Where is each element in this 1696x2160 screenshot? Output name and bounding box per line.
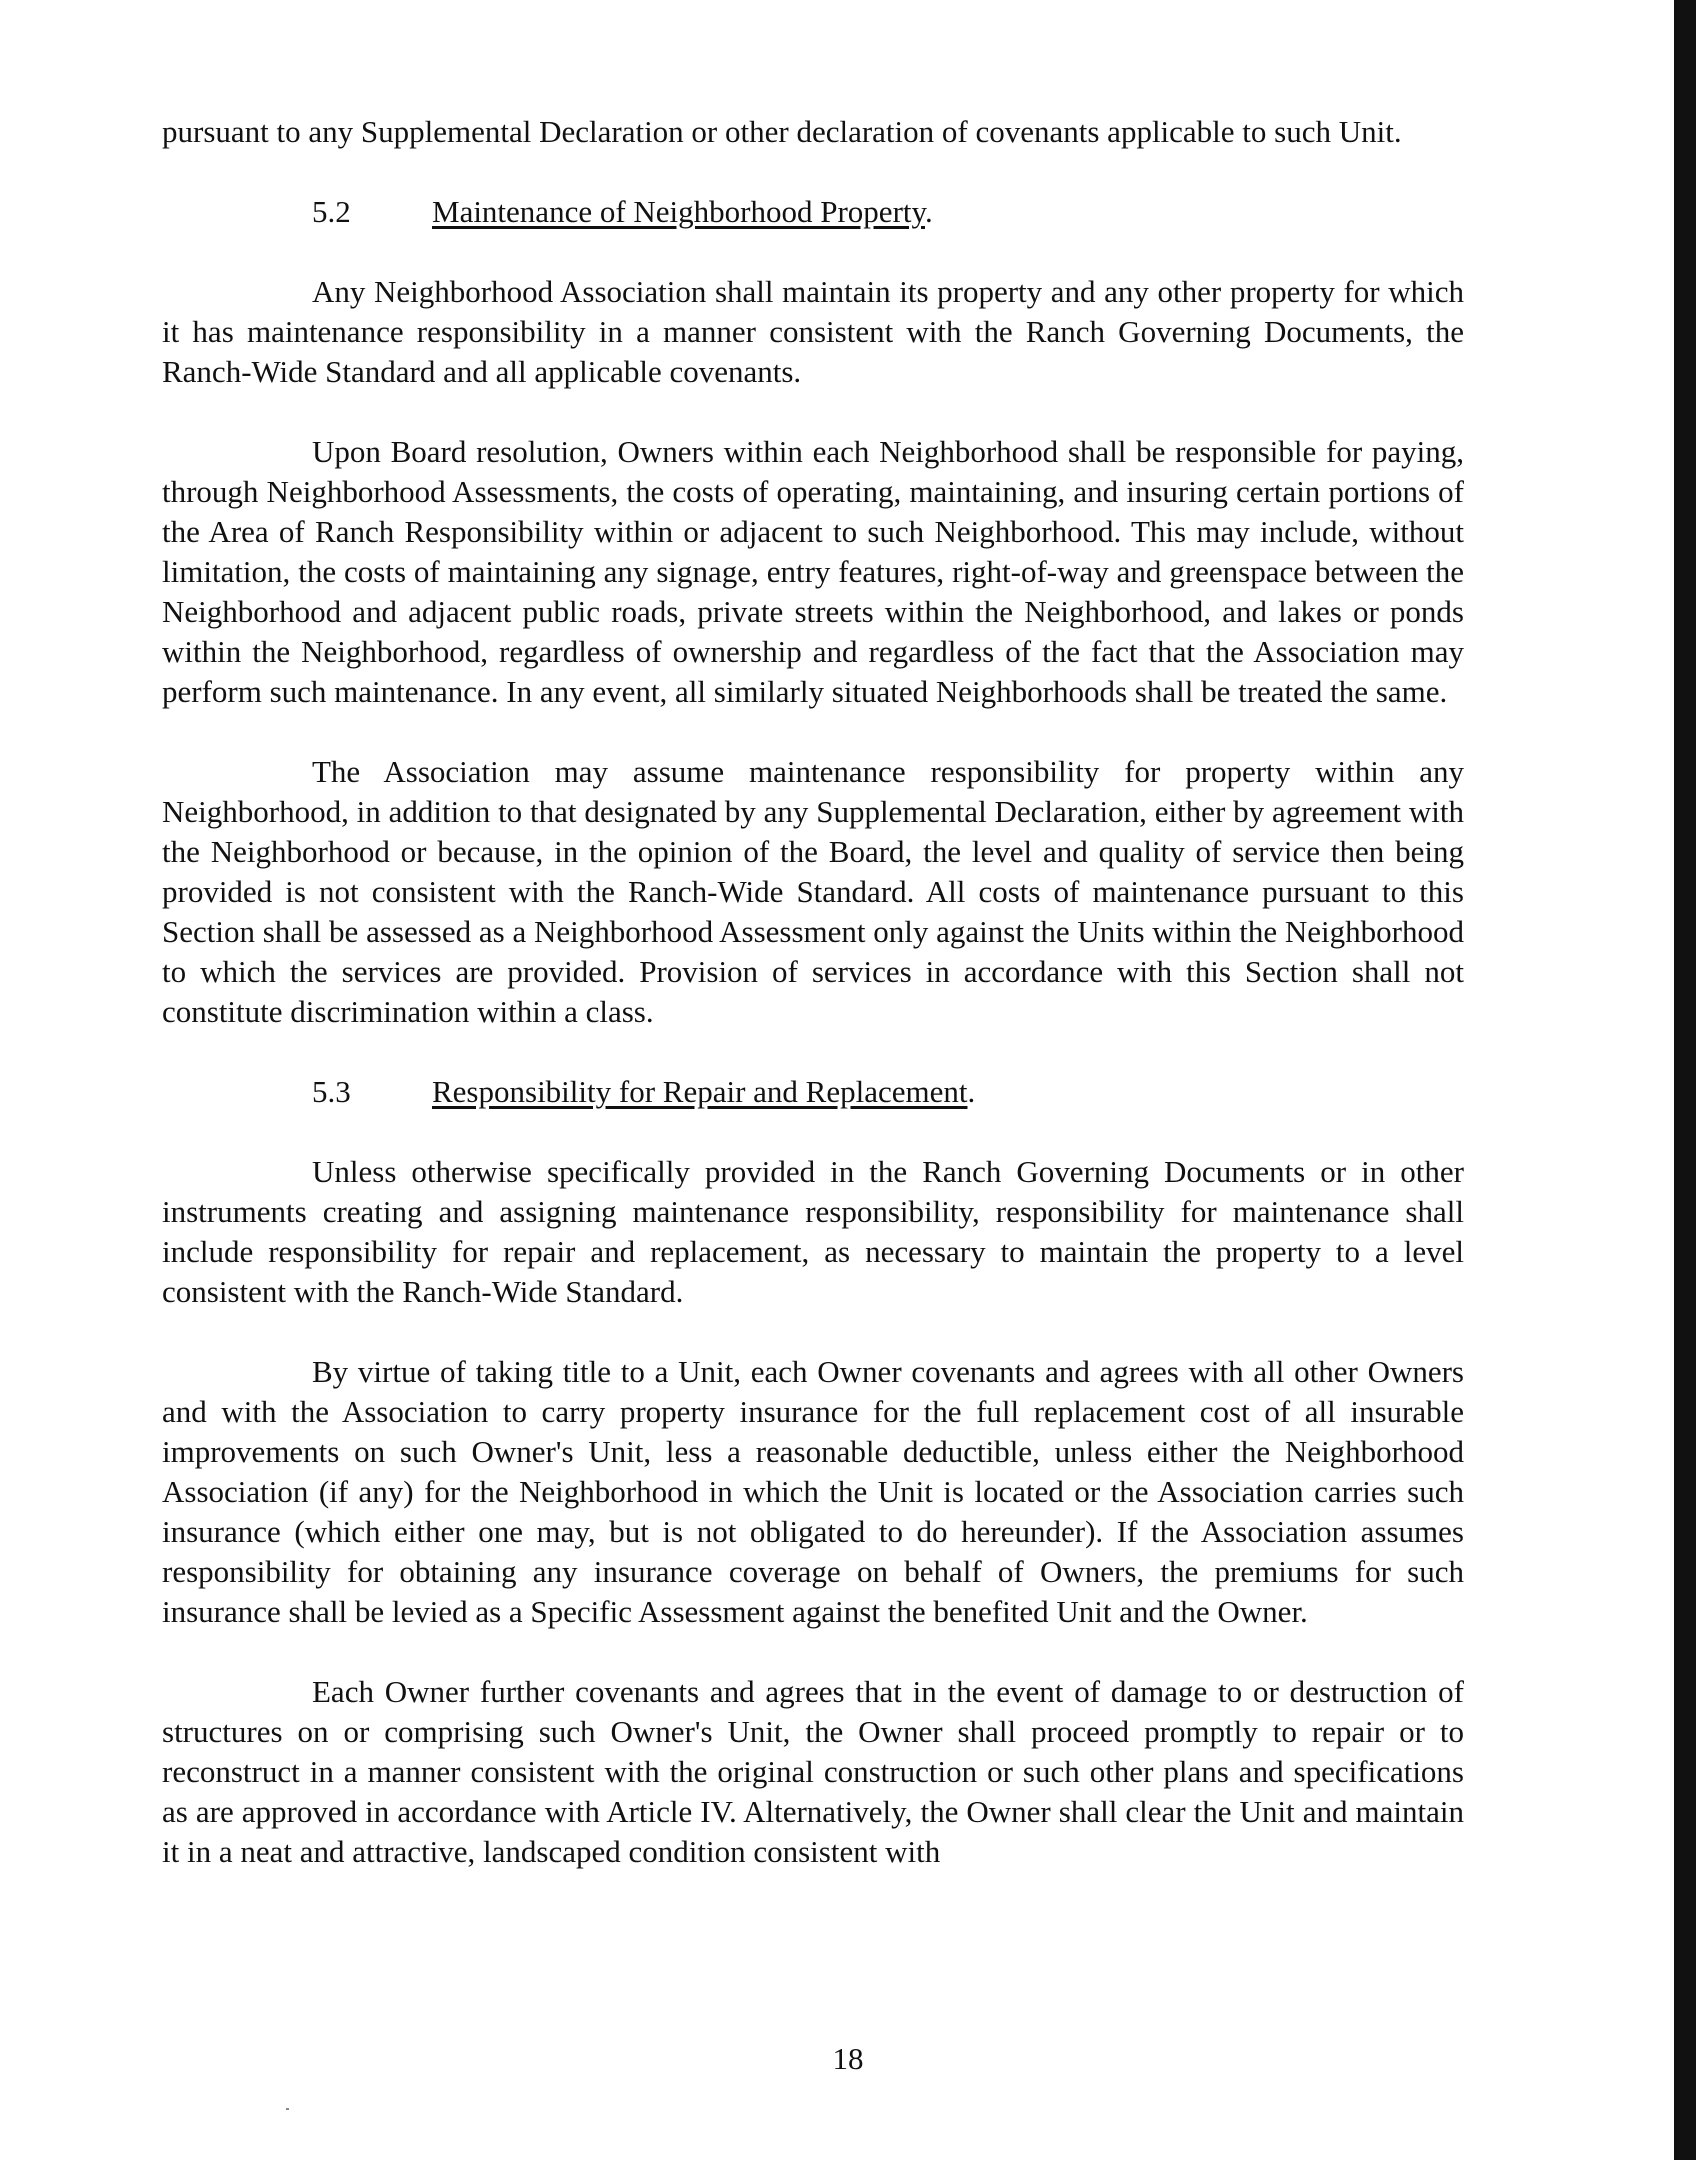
section-title: Responsibility for Repair and Replacement (432, 1074, 968, 1109)
section-title: Maintenance of Neighborhood Property (432, 194, 925, 229)
paragraph: Unless otherwise specifically provided in the Ranch Governing Documents or in other instruments creating and assigning maintenance responsibility, responsibility for maintenance shall include responsibility for repair and replacement, as necessary to maintain the property to a level consistent with the Ranch-Wide Standard. (162, 1154, 1464, 1309)
section-title-period: . (925, 194, 933, 229)
paragraph: The Association may assume maintenance responsibility for property within any Neighborhood, in addition to that designated by any Supplemental Declaration, either by agreement with the Neighborhood or because, in the opinion of the Board, the level and quality of service then being provided is not consistent with the Ranch-Wide Standard. All costs of maintenance pursuant to this Section shall be assessed as a Neighborhood Assessment only against the Units within the Neighborhood to which the services are provided. Provision of services in accordance with this Section shall not constitute discrimination within a class. (162, 754, 1464, 1029)
paragraph-continuation: pursuant to any Supplemental Declaration or other declaration of covenants applicable to such Unit. (162, 114, 1402, 149)
paragraph: Each Owner further covenants and agrees that in the event of damage to or destruction of structures on or comprising such Owner's Unit, the Owner shall proceed promptly to repair or to reconstruct in a manner consistent with the original construction or such other plans and specifications as are approved in accordance with Article IV. Alternatively, the Owner shall clear the Unit and maintain it in a neat and attractive, landscaped condition consistent with (162, 1674, 1464, 1869)
section-title-period: . (967, 1074, 976, 1109)
page-number: 18 (832, 2041, 864, 2076)
document-body (162, 112, 1464, 1912)
section-heading-5-2 (162, 192, 1464, 232)
section-heading-5-3 (162, 1072, 1464, 1112)
scan-speck (286, 2108, 289, 2110)
section-number: 5.2 (312, 194, 351, 229)
paragraph: By virtue of taking title to a Unit, each Owner covenants and agrees with all other Owners and with the Association to carry property insurance for the full replacement cost of all insurable improvements on such Owner's Unit, less a reasonable deductible, unless either the Neighborhood Association (if any) for the Neighborhood in which the Unit is located or the Association carries such insurance (which either one may, but is not obligated to do hereunder). If the Association assumes responsibility for obtaining any insurance coverage on behalf of Owners, the premiums for such insurance shall be levied as a Specific Assessment against the benefited Unit and the Owner. (162, 1354, 1464, 1629)
paragraph: Any Neighborhood Association shall maintain its property and any other property for which it has maintenance responsibility in a manner consistent with the Ranch Governing Documents, the Ranch-Wide Standard and all applicable covenants. (162, 274, 1464, 389)
scan-edge-bar (1674, 0, 1696, 2160)
paragraph: Upon Board resolution, Owners within each Neighborhood shall be responsible for paying, through Neighborhood Assessments, the costs of operating, maintaining, and insuring certain portions of the Area of Ranch Responsibility within or adjacent to such Neighborhood. This may include, without limitation, the costs of maintaining any signage, entry features, right-of-way and greenspace between the Neighborhood and adjacent public roads, private streets within the Neighborhood, and lakes or ponds within the Neighborhood, regardless of ownership and regardless of the fact that the Association may perform such maintenance. In any event, all similarly situated Neighborhoods shall be treated the same. (162, 434, 1464, 709)
section-number: 5.3 (312, 1074, 351, 1109)
